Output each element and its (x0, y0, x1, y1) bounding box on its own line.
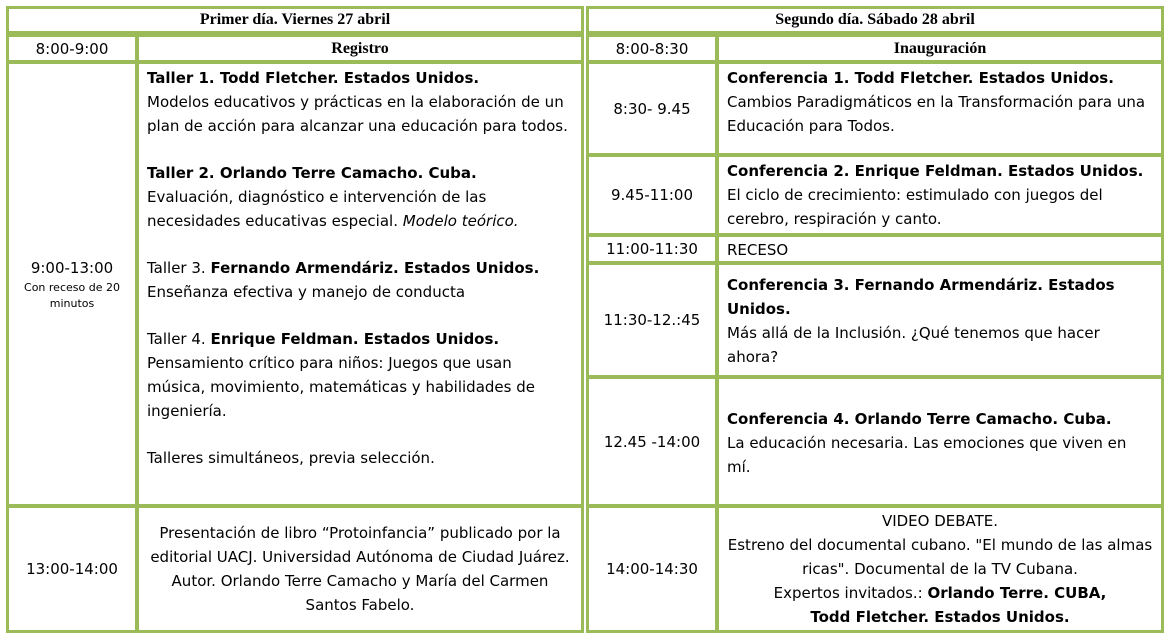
day2-row1-cell (716, 61, 1164, 156)
time-label: 14:00-14:30 (606, 560, 698, 578)
conferencia-1: Conferencia 1. Todd Fletcher. Estados Unidos. Cambios Paradigmáticos en la Transformación para una Educación para Todos. (727, 69, 1146, 135)
receso-label: RECESO (727, 241, 789, 259)
conferencia-2: Conferencia 2. Enrique Feldman. Estados Unidos. El ciclo de crecimiento: estimulado con juegos del cerebro, respiración y canto. (727, 162, 1144, 228)
day1-header (6, 6, 584, 34)
day2-row0-time (586, 34, 718, 63)
video-debate: VIDEO DEBATE. Estreno del documental cubano. "El mundo de las almas ricas". Documental de la TV Cubana. Expertos invitados.: Orlando Terre. CUBA, Todd Fletcher. Estados Unidos. (727, 512, 1153, 626)
day1-row1-label (136, 34, 584, 63)
time-label: 9:00-13:00 (30, 259, 114, 277)
taller-3: Taller 3. Fernando Armendáriz. Estados Unidos. Enseñanza efectiva y manejo de conducta (147, 259, 540, 301)
day1-row3-time (6, 505, 138, 633)
day2-row0-label (716, 34, 1164, 63)
time-label: 13:00-14:00 (26, 560, 118, 578)
conferencia-3: Conferencia 3. Fernando Armendáriz. Estados Unidos. Más allá de la Inclusión. ¿Qué tenemos que hacer ahora? (727, 276, 1115, 366)
time-label: 11:00-11:30 (606, 240, 698, 258)
day2-row2-time (586, 154, 718, 236)
taller-1: Taller 1. Todd Fletcher. Estados Unidos. Modelos educativos y prácticas en la elaboración de un plan de acción para alcanzar una educación para todos. (147, 69, 568, 135)
time-note: Con receso de 20 minutos (24, 281, 120, 310)
day2-row4-cell (716, 262, 1164, 378)
day1-row2-time (6, 61, 138, 507)
taller-4: Taller 4. Enrique Feldman. Estados Unidos. Pensamiento crítico para niños: Juegos que usan música, movimiento, matemáticas y habilidades de ingeniería. (147, 330, 535, 420)
day2-header (586, 6, 1164, 34)
time-label: 9.45-11:00 (610, 186, 694, 204)
book-presentation: Presentación de libro “Protoinfancia” publicado por la editorial UACJ. Universidad Autónoma de Ciudad Juárez. Autor. Orlando Terre Camacho y María del Carmen Santos Fabelo. (150, 524, 570, 614)
day2-row5-cell (716, 376, 1164, 507)
time-label: 8:30- 9.45 (613, 99, 691, 118)
day2-row3-cell (716, 234, 1164, 264)
day1-row1-time (6, 34, 138, 63)
time-label: 8:00-9:00 (35, 39, 109, 58)
day1-header-text: Primer día. Viernes 27 abril (199, 11, 391, 28)
day2-header-text: Segundo día. Sábado 28 abril (775, 11, 975, 28)
day1-talleres-cell (136, 61, 584, 507)
day1-row3-cell (136, 505, 584, 633)
day2-row6-cell (716, 505, 1164, 633)
conferencia-4: Conferencia 4. Orlando Terre Camacho. Cuba. La educación necesaria. Las emociones que viven en mí. (727, 410, 1127, 476)
day2-row6-time (586, 505, 718, 633)
day2-row2-cell (716, 154, 1164, 236)
day2-row3-time (586, 234, 718, 264)
inauguracion-label: Inauguración (893, 39, 987, 57)
time-label: 11:30-12.:45 (603, 311, 701, 329)
registro-label: Registro (331, 39, 389, 57)
time-label: 12.45 -14:00 (603, 432, 701, 451)
day2-row4-time (586, 262, 718, 378)
day2-row5-time (586, 376, 718, 507)
time-label: 8:00-8:30 (615, 39, 689, 58)
talleres-note: Talleres simultáneos, previa selección. (147, 449, 435, 467)
day2-row1-time (586, 61, 718, 156)
taller-2: Taller 2. Orlando Terre Camacho. Cuba. Evaluación, diagnóstico e intervención de las necesidades educativas especial. Modelo teórico. (147, 164, 519, 230)
